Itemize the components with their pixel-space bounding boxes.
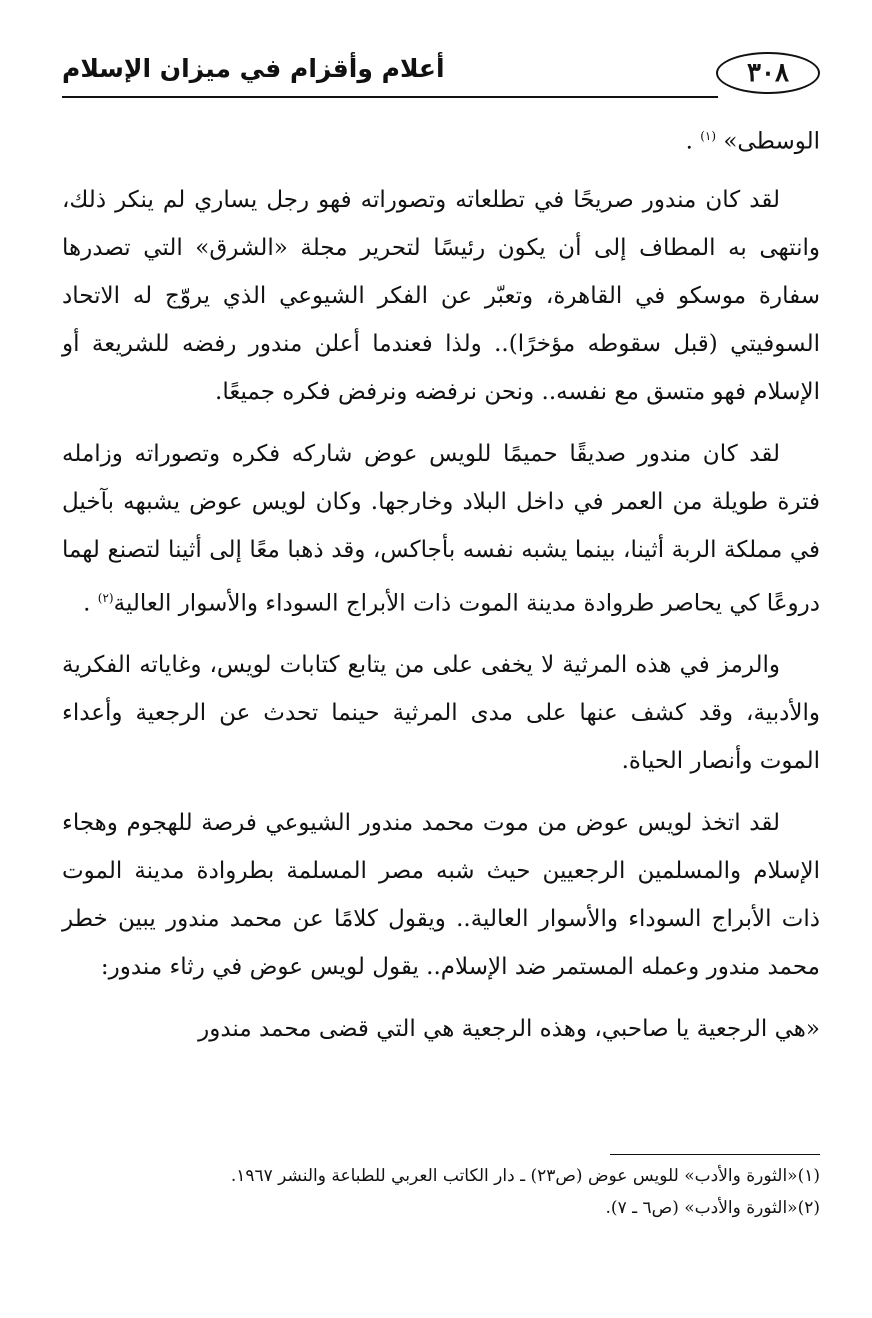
header-divider bbox=[62, 96, 718, 98]
paragraph-2 bbox=[62, 430, 820, 628]
paragraph-end: . bbox=[83, 590, 91, 617]
paragraph-text: الوسطى» bbox=[723, 128, 820, 155]
paragraph-4: لقد اتخذ لويس عوض من موت محمد مندور الشيوعي فرصة للهجوم وهجاء الإسلام والمسلمين الرجعيين حيث شبه مصر المسلمة بطروادة مدينة الموت ذات الأبراج السوداء والأسوار العالية.. ويقول كلامًا عن محمد مندور يبين خطر محمد مندور وعمله المستمر ضد الإسلام.. يقول لويس عوض في رثاء مندور: bbox=[62, 810, 820, 981]
footnote-2: (٢)«الثورة والأدب» (ص٦ ـ ٧). bbox=[605, 1198, 820, 1218]
page-header bbox=[62, 48, 820, 98]
footnotes bbox=[62, 1160, 820, 1224]
footnote-divider bbox=[610, 1154, 820, 1155]
quote-paragraph: «هي الرجعية يا صاحبي، وهذه الرجعية هي التي قضى محمد مندور bbox=[198, 1016, 820, 1043]
paragraph-text: لقد كان مندور صديقًا حميمًا للويس عوض شاركه فكره وتصوراته وزامله فترة طويلة من العمر في داخل البلاد وخارجها. وكان لويس عوض يشبهه بآخيل في مملكة الربة أثينا، بينما يشبه نفسه بأجاكس، وقد ذهبا معًا إلى أثينا لتصنع لهما دروعًا كي يحاصر طروادة مدينة الموت ذات الأبراج السوداء والأسوار العالية bbox=[62, 440, 820, 617]
paragraph-continuation bbox=[62, 112, 820, 166]
footnote-marker-1: (١) bbox=[700, 129, 717, 143]
paragraph-3: والرمز في هذه المرثية لا يخفى على من يتابع كتابات لويس، وغاياته الفكرية والأدبية، وقد كشف عنها على مدى المرثية حينما تحدث عن الرجعية وأعداء الموت وأنصار الحياة. bbox=[62, 652, 820, 775]
footnote-marker-2: (٢) bbox=[97, 590, 114, 605]
body-text bbox=[62, 112, 820, 1067]
paragraph-end: . bbox=[685, 128, 693, 155]
footnote-1: (١)«الثورة والأدب» للويس عوض (ص٢٣) ـ دار الكاتب العربي للطباعة والنشر ١٩٦٧. bbox=[230, 1166, 820, 1186]
page-number: ٣٠٨ bbox=[716, 52, 820, 94]
running-title: أعلام وأقزام في ميزان الإسلام bbox=[62, 54, 445, 83]
paragraph-1: لقد كان مندور صريحًا في تطلعاته وتصوراته فهو رجل يساري لم ينكر ذلك، وانتهى به المطاف إلى أن يكون رئيسًا لتحرير مجلة «الشرق» التي تصدرها سفارة موسكو في القاهرة، وتعبّر عن الفكر الشيوعي الذي يروّج له الاتحاد السوفيتي (قبل سقوطه مؤخرًا).. ولذا فعندما أعلن مندور رفضه للشريعة أو الإسلام فهو متسق مع نفسه.. ونحن نرفضه ونرفض فكره جميعًا. bbox=[62, 186, 820, 405]
